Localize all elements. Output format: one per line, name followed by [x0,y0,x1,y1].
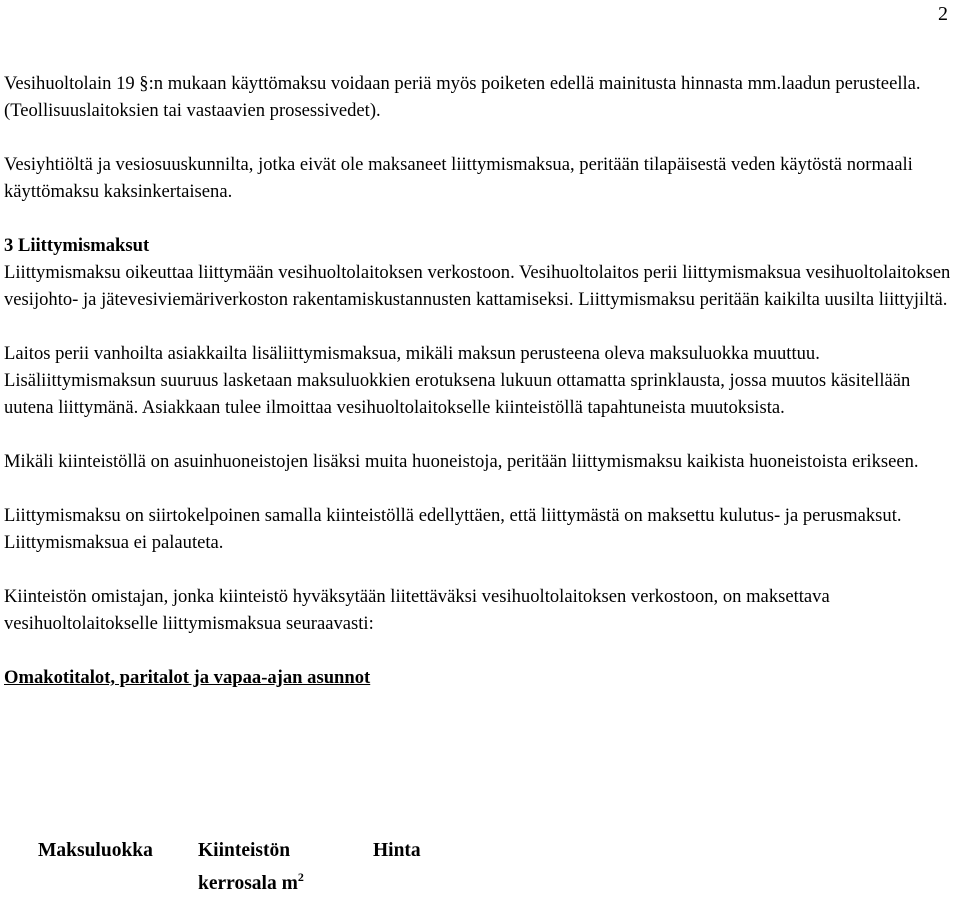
column-header-price: Hinta [373,840,421,861]
superscript-two: 2 [297,870,304,884]
paragraph-connection-fees-text: Liittymismaksu oikeuttaa liittymään vesihuoltolaitoksen verkostoon. Vesihuoltolaitos perii liittymismaksua vesihuoltolaitoksen vesijohto- ja jätevesiviemäriverkoston rakentamiskustannusten kattamiseksi. Liittymismaksu peritään kaikilta uusilta liittyjiltä. [4,262,951,310]
section-heading-connection-fees: 3 Liittymismaksut [4,235,150,256]
column-header-floor-area [198,838,304,897]
document-body [4,70,956,691]
paragraph-temporary-usage: Vesiyhtiöltä ja vesiosuuskunnilta, jotka eivät ole maksaneet liittymismaksua, peritään tilapäisestä veden käytöstä normaali käyttömaksu kaksinkertaisena. [4,154,913,202]
page-number: 2 [938,3,948,25]
paragraph-connection-fees [4,232,956,313]
column-header-fee-class: Maksuluokka [38,840,153,861]
paragraph-additional-fee: Laitos perii vanhoilta asiakkailta lisäliittymismaksua, mikäli maksun perusteena oleva maksuluokka muuttuu. Lisäliittymismaksun suuruus lasketaan maksuluokkien erotuksena lukuun ottamatta sprinklausta, jossa muutos käsitellään uutena liittymänä. Asiakkaan tulee ilmoittaa vesihuoltolaitokselle kiinteistöllä tapahtuneista muutoksista. [4,343,911,418]
section-title-residential: Omakotitalot, paritalot ja vapaa-ajan asunnot [4,667,371,688]
paragraph-multiple-units: Mikäli kiinteistöllä on asuinhuoneistojen lisäksi muita huoneistoja, peritään liittymismaksu kaikista huoneistoista erikseen. [4,451,919,472]
paragraph-surcharge-basis: Vesihuoltolain 19 §:n mukaan käyttömaksu voidaan periä myös poiketen edellä mainitusta hinnasta mm.laadun perusteella.(Teollisuuslaitoksien tai vastaavien prosessivedet). [4,73,921,121]
paragraph-payment-obligation: Kiinteistön omistajan, jonka kiinteistö hyväksytään liitettäväksi vesihuoltolaitoksen verkostoon, on maksettava vesihuoltolaitokselle liittymismaksua seuraavasti: [4,586,830,634]
column-header-floor-area-line2: kerrosala m [198,873,298,894]
paragraph-transferability: Liittymismaksu on siirtokelpoinen samalla kiinteistöllä edellyttäen, että liittymästä on maksettu kulutus- ja perusmaksut. Liittymismaksua ei palauteta. [4,505,902,553]
column-header-floor-area-line1: Kiinteistön [198,840,291,861]
